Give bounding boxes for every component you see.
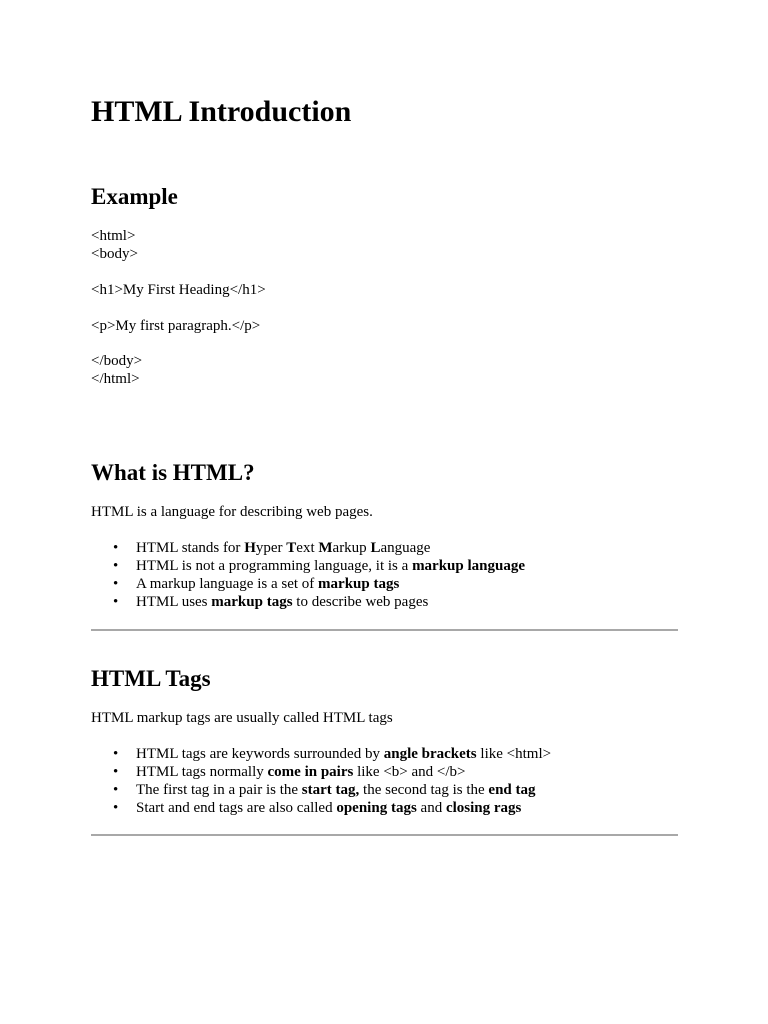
list-item-text [136,764,466,780]
text-run: A markup language is a set of [136,576,319,592]
text-run: ext [296,540,319,556]
bullet-icon: • [113,782,119,798]
list-item-text [136,594,428,610]
text-run: HTML uses [136,594,212,610]
html-tags-list [91,745,551,817]
bold-text: H [244,540,256,556]
text-run: arkup [332,540,371,556]
code-line: <html> [91,228,136,244]
code-line: <body> [91,246,138,262]
bold-text: markup language [412,558,526,574]
bullet-icon: • [113,540,119,556]
bold-text: come in pairs [267,764,354,780]
bold-text: markup tags [211,594,293,610]
list-item [91,745,551,763]
list-item-text [136,540,430,556]
what-is-html-intro: HTML is a language for describing web pages. [91,504,373,520]
text-run: HTML tags normally [136,764,268,780]
bold-text: closing rags [445,800,522,816]
bullet-icon: • [113,800,119,816]
code-line: <h1>My First Heading</h1> [91,282,266,298]
bold-text: T [286,540,297,556]
list-item [91,763,551,781]
bullet-icon: • [113,764,119,780]
text-run: yper [255,540,287,556]
bold-text: end tag [488,782,536,798]
page-title: HTML Introduction [91,95,352,128]
bold-text: L [370,540,381,556]
text-run: The first tag in a pair is the [136,782,302,798]
what-is-html-heading: What is HTML? [91,460,255,485]
list-item [91,781,551,799]
html-tags-intro: HTML markup tags are usually called HTML tags [91,710,393,726]
bold-text: opening tags [336,800,417,816]
list-item [91,539,525,557]
list-item-text [136,576,399,592]
section-divider [91,629,678,631]
list-item-text [136,800,521,816]
code-line: <p>My first paragraph.</p> [91,318,261,334]
list-item-text [136,746,551,762]
list-item [91,575,525,593]
bold-text: M [318,540,333,556]
list-item [91,593,525,611]
text-run: to describe web pages [292,594,429,610]
text-run: HTML is not a programming language, it is a [136,558,413,574]
bullet-icon: • [113,558,119,574]
code-line: </body> [91,353,143,369]
text-run: the second tag is the [359,782,489,798]
bullet-icon: • [113,594,119,610]
text-run: HTML tags are keywords surrounded by [136,746,384,762]
list-item-text [136,782,536,798]
code-line: </html> [91,371,140,387]
text-run: like <b> and </b> [353,764,466,780]
text-run: anguage [380,540,431,556]
bold-text: markup tags [318,576,400,592]
text-run: like <html> [476,746,552,762]
bold-text: angle brackets [383,746,477,762]
text-run: Start and end tags are also called [136,800,337,816]
example-heading: Example [91,184,178,209]
text-run: HTML stands for [136,540,245,556]
bullet-icon: • [113,746,119,762]
bold-text: start tag, [301,782,360,798]
list-item-text [136,558,525,574]
html-tags-heading: HTML Tags [91,666,211,691]
bullet-icon: • [113,576,119,592]
text-run: and [416,800,446,816]
list-item [91,799,551,817]
what-is-html-list [91,539,525,611]
list-item [91,557,525,575]
section-divider [91,834,678,836]
